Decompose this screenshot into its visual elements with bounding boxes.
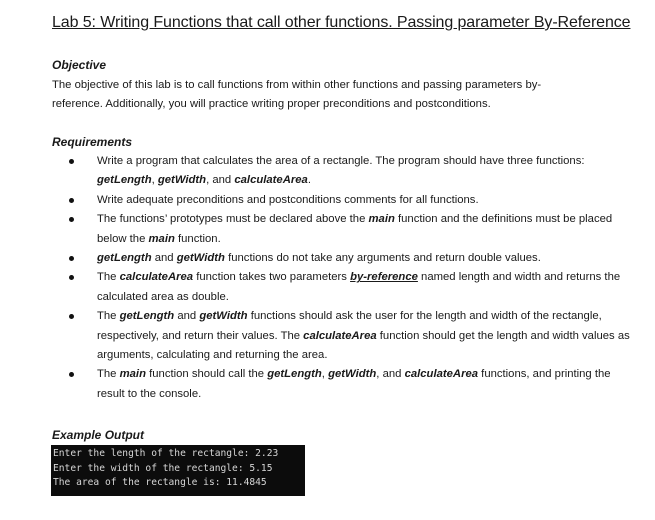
- bullet-icon: [69, 217, 74, 222]
- item-text: functions should ask the user for the length and width of the rectangle, respectively, and return their values. The: [97, 310, 602, 342]
- function-name: calculateArea: [303, 329, 377, 342]
- item-text: The: [97, 271, 120, 284]
- console-output: [51, 445, 305, 496]
- list-item: [60, 249, 640, 268]
- function-name: calculateArea: [234, 174, 308, 187]
- function-name: getLength: [97, 252, 152, 265]
- by-reference-term: by-reference: [350, 271, 418, 284]
- list-item: [60, 365, 640, 404]
- item-text: function takes two parameters: [193, 271, 351, 284]
- list-item: [60, 152, 640, 191]
- item-text: .: [307, 174, 311, 187]
- list-item: [60, 191, 640, 210]
- objective-line-1: The objective of this lab is to call functions from within other functions and passing parameters by-: [52, 79, 542, 91]
- list-item: [60, 268, 640, 307]
- item-text: The: [97, 310, 120, 323]
- item-text: function.: [174, 232, 221, 245]
- requirements-list: [60, 152, 640, 404]
- item-text: function should call the: [145, 368, 268, 381]
- function-name: main: [119, 368, 146, 381]
- item-text: and: [174, 310, 200, 323]
- item-text: named length and width and returns the calculated area as double.: [97, 271, 621, 303]
- item-text: function and the definitions must be placed below the: [97, 213, 613, 245]
- console-line: The area of the rectangle is: 11.4845: [53, 477, 267, 488]
- bullet-icon: [69, 159, 74, 164]
- objective-paragraph: [52, 76, 612, 114]
- item-text: function should get the length and width values as arguments, calculating and returning the area.: [97, 329, 630, 362]
- function-name: getWidth: [328, 368, 377, 381]
- function-name: calculateArea: [404, 368, 479, 381]
- item-text: ,: [151, 174, 158, 187]
- function-name: getLength: [97, 174, 152, 187]
- item-text: Write adequate preconditions and postconditions comments for all functions.: [97, 193, 479, 206]
- list-item: [60, 307, 640, 365]
- function-name: main: [148, 232, 175, 245]
- requirements-heading: Requirements: [52, 135, 133, 149]
- bullet-icon: [69, 314, 74, 319]
- function-name: getWidth: [199, 310, 248, 323]
- bullet-icon: [69, 256, 74, 261]
- example-output-heading: Example Output: [52, 428, 145, 442]
- item-text: functions do not take any arguments and return double values.: [224, 252, 541, 265]
- function-name: main: [368, 213, 395, 226]
- page-title: Lab 5: Writing Functions that call other functions. Passing parameter By-Reference: [52, 14, 631, 31]
- list-item: [60, 210, 640, 249]
- objective-heading: Objective: [52, 58, 107, 72]
- console-line: Enter the width of the rectangle: 5.15: [53, 462, 273, 474]
- item-text: functions, and printing the result to the console.: [97, 368, 611, 400]
- console-line: Enter the length of the rectangle: 2.23: [53, 448, 279, 459]
- item-text: The: [97, 368, 120, 381]
- item-text: The functions’ prototypes must be declared above the: [97, 213, 369, 226]
- function-name: getLength: [267, 368, 322, 381]
- function-name: getWidth: [157, 174, 207, 187]
- function-name: getWidth: [176, 252, 225, 265]
- item-text: Write a program that calculates the area of a rectangle. The program should have three functions:: [97, 155, 585, 167]
- bullet-icon: [69, 372, 74, 377]
- function-name: getLength: [119, 310, 175, 323]
- item-text: , and: [206, 174, 235, 187]
- bullet-icon: [69, 198, 74, 203]
- item-text: and: [151, 252, 177, 265]
- objective-line-2: reference. Additionally, you will practice writing proper preconditions and postconditions.: [52, 98, 491, 110]
- item-text: , and: [376, 368, 405, 381]
- bullet-icon: [69, 275, 74, 280]
- item-text: ,: [321, 368, 329, 381]
- function-name: calculateArea: [119, 271, 194, 284]
